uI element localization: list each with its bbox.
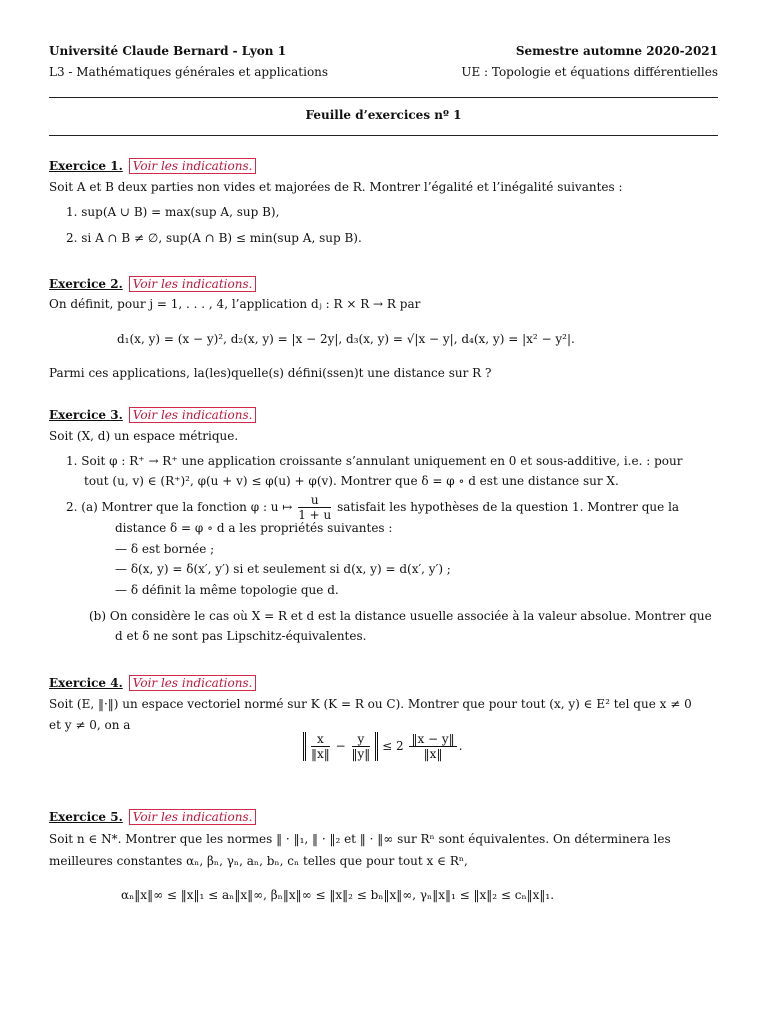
- ex4-inequality: [303, 732, 463, 761]
- top-rule: [49, 97, 718, 98]
- ex3-bullet-2: — δ(x, y) = δ(x′, y′) si et seulement si d(x, y) = d(x′, y′) ;: [115, 562, 451, 576]
- ex4-norm-expression: [303, 732, 378, 761]
- ex1-item-2: 2. si A ∩ B ≠ ∅, sup(A ∩ B) ≤ min(sup A, sup B).: [66, 231, 362, 245]
- ex3-indications-link[interactable]: Voir les indications.: [129, 407, 257, 423]
- ex2-intro: On définit, pour j = 1, . . . , 4, l’application dⱼ : R × R → R par: [49, 297, 421, 311]
- course: UE : Topologie et équations différentielles: [461, 65, 718, 79]
- ex2-formula: d₁(x, y) = (x − y)², d₂(x, y) = |x − 2y|, d₃(x, y) = √|x − y|, d₄(x, y) = |x² − y²|.: [117, 332, 575, 346]
- ex4-title: Exercice 4.: [49, 676, 123, 690]
- bottom-rule: [49, 135, 718, 136]
- ex4-fraction-rhs: [409, 732, 456, 761]
- ex3-item-2a-pre: 2. (a) Montrer que la fonction φ : u ↦: [66, 500, 293, 514]
- ex3-item-1-line-2: tout (u, v) ∈ (R⁺)², φ(u + v) ≤ φ(u) + φ(v). Montrer que δ = φ ∘ d est une distance sur X.: [84, 474, 619, 488]
- ex1-indications-link[interactable]: Voir les indications.: [129, 158, 257, 174]
- ex3-item-1-line-1: 1. Soit φ : R⁺ → R⁺ une application croissante s’annulant uniquement en 0 et sous-additive, i.e. : pour: [66, 454, 683, 468]
- ex5-intro-line-1: Soit n ∈ N*. Montrer que les normes ‖ · ‖₁, ‖ · ‖₂ et ‖ · ‖∞ sur Rⁿ sont équivalentes. On déterminera les: [49, 832, 671, 846]
- ex3-intro: Soit (X, d) un espace métrique.: [49, 429, 239, 443]
- ex4-heading: [49, 676, 256, 690]
- ex3-item-2b-line-2: d et δ ne sont pas Lipschitz-équivalentes.: [115, 629, 367, 643]
- ex2-indications-link[interactable]: Voir les indications.: [129, 276, 257, 292]
- ex2-title: Exercice 2.: [49, 277, 123, 291]
- ex3-title: Exercice 3.: [49, 408, 123, 422]
- ex1-item-1: 1. sup(A ∪ B) = max(sup A, sup B),: [66, 205, 280, 219]
- ex1-heading: [49, 159, 256, 173]
- semester: Semestre automne 2020-2021: [515, 44, 718, 58]
- ex5-formula: αₙ‖x‖∞ ≤ ‖x‖₁ ≤ aₙ‖x‖∞, βₙ‖x‖∞ ≤ ‖x‖₂ ≤ bₙ‖x‖∞, γₙ‖x‖₁ ≤ ‖x‖₂ ≤ cₙ‖x‖₁.: [121, 888, 555, 902]
- ex4-frac2-den: ‖y‖: [351, 747, 371, 761]
- ex4-intro-line-1: Soit (E, ‖·‖) un espace vectoriel normé sur K (K = R ou C). Montrer que pour tout (x, y) ∈ E² tel que x ≠ 0: [49, 697, 692, 711]
- ex3-item-2b-line-1: (b) On considère le cas où X = R et d est la distance usuelle associée à la valeur absolue. Montrer que: [89, 609, 712, 623]
- ex4-indications-link[interactable]: Voir les indications.: [129, 675, 257, 691]
- university-name: Université Claude Bernard - Lyon 1: [49, 44, 287, 58]
- ex3-bullet-1: — δ est bornée ;: [115, 542, 215, 556]
- ex4-fraction-y: [352, 732, 371, 761]
- ex3-fraction-den: 1 + u: [298, 508, 332, 522]
- sheet-title: Feuille d’exercices nº 1: [305, 108, 462, 122]
- ex5-intro-line-2: meilleures constantes αₙ, βₙ, γₙ, aₙ, bₙ, cₙ telles que pour tout x ∈ Rⁿ,: [49, 854, 468, 868]
- ex3-item-2a-post: satisfait les hypothèses de la question 1. Montrer que la: [337, 500, 680, 514]
- ex3-item-2a-line-2: distance δ = φ ∘ d a les propriétés suivantes :: [115, 521, 393, 535]
- program: L3 - Mathématiques générales et applications: [49, 65, 329, 79]
- ex5-heading: [49, 810, 256, 824]
- ex3-heading: [49, 408, 256, 422]
- exercise-sheet: [49, 0, 718, 1024]
- ex1-intro: Soit A et B deux parties non vides et majorées de R. Montrer l’égalité et l’inégalité suivantes :: [49, 180, 623, 194]
- ex1-title: Exercice 1.: [49, 159, 123, 173]
- ex4-frac3-num: ‖x − y‖: [411, 732, 455, 746]
- ex4-fraction-x: [311, 732, 330, 761]
- ex5-title: Exercice 5.: [49, 810, 123, 824]
- ex4-leq: ≤ 2: [382, 739, 404, 753]
- ex3-bullet-3: — δ définit la même topologie que d.: [115, 583, 339, 597]
- ex4-minus: −: [335, 739, 346, 753]
- ex3-item-2a-line-1: [66, 493, 679, 522]
- ex3-fraction: [298, 493, 331, 522]
- ex2-question: Parmi ces applications, la(les)quelle(s) défini(ssen)t une distance sur R ?: [49, 366, 492, 380]
- ex4-period: .: [458, 739, 463, 753]
- ex4-frac1-num: x: [311, 732, 330, 747]
- ex4-frac3-den: ‖x‖: [423, 747, 443, 761]
- ex4-frac1-den: ‖x‖: [311, 747, 330, 761]
- ex4-intro-line-2: et y ≠ 0, on a: [49, 718, 131, 732]
- ex5-indications-link[interactable]: Voir les indications.: [129, 809, 257, 825]
- ex2-heading: [49, 277, 256, 291]
- ex4-frac2-num: y: [352, 732, 371, 747]
- ex3-fraction-num: u: [298, 493, 331, 508]
